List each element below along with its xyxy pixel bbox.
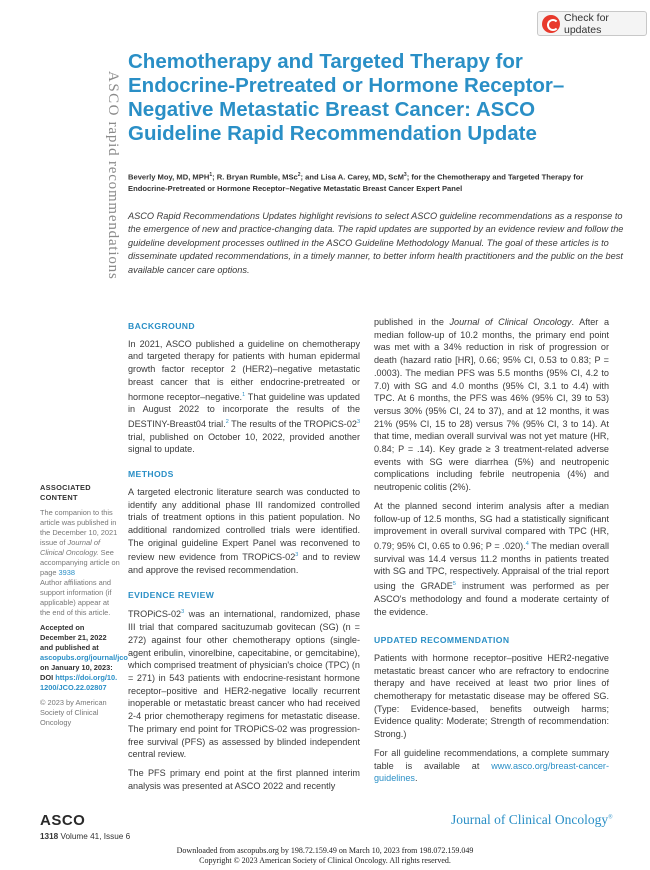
bg-text-4: trial, published on October 10, 2022, provided another signal to update. [128, 431, 360, 455]
background-paragraph [128, 338, 360, 456]
asco-logo: ASCO [40, 812, 86, 829]
companion-note [40, 508, 120, 578]
check-for-updates-button[interactable] [537, 11, 647, 36]
sidebar-heading [40, 483, 120, 503]
methods-heading: METHODS [128, 469, 174, 480]
interim-text-1: At the planned second interim analysis after a median follow-up of 12.5 months, SG had a statistically significant improvement in overall survival compared with TPC (HR, 0.79; 95% CI, 0.65 to 0.96; P = .020). [374, 500, 609, 551]
check-for-updates-label: Check for updates [564, 11, 609, 36]
author-1: Beverly Moy, MD, MPH [128, 172, 210, 182]
ref-link[interactable]: 5 [452, 581, 456, 588]
title-line: Endocrine-Pretreated or Hormone Receptor– [128, 74, 565, 97]
bg-text-2: That guideline was updated in August 2022 to incorporate the results of the DESTINY-Breast04 trial. [128, 391, 360, 429]
accepted-note [40, 623, 128, 693]
journal-name [451, 812, 613, 828]
journal-link[interactable]: ascopubs.org/journal/jco [40, 653, 128, 662]
title-line: Guideline Rapid Recommendation Update [128, 122, 537, 145]
title-line: Negative Metastatic Breast Cancer: ASCO [128, 98, 536, 121]
evidence-paragraph-2: The PFS primary end point at the first planned interim analysis was presented at ASCO 2022 and recently [128, 767, 360, 791]
ref-link[interactable]: 3 [356, 418, 360, 425]
accepted-date: on January 10, 2023: DOI [40, 663, 113, 682]
evidence-text-1: TROPiCS-02 [128, 609, 182, 620]
ref-link[interactable]: 1 [242, 391, 246, 398]
refresh-icon [542, 15, 560, 33]
companion-text: The companion to this article was published in the December 10, 2021 issue of [40, 508, 118, 547]
bg-text-1: In 2021, ASCO published a guideline on chemotherapy and targeted therapy for patients with human epidermal growth factor receptor 2 (HER2)–negative metastatic breast cancer that is either endocrine-pretreated or hormone receptor–negative. [128, 338, 360, 402]
abstract: ASCO Rapid Recommendations Updates highlight revisions to select ASCO guideline recommendations as a response to the emergence of new and practice-changing data. The rapid updates are supported by an evidence review and follow the guideline development processes outlined in the ASCO Guideline Methodology Manual. The goal of these articles is to disseminate updated recommendations, in a timely manner, to better inform health practitioners and the public on the best available cancer care options. [128, 211, 624, 275]
download-line-1: Downloaded from ascopubs.org by 198.72.159.49 on March 10, 2023 from 198.072.159.049 [176, 846, 474, 855]
sidebar-heading-line1: ASSOCIATED [40, 483, 91, 492]
author-list [128, 170, 628, 194]
sidebar [40, 483, 128, 728]
author-3: ; and Lisa A. Carey, MD, ScM [300, 172, 404, 182]
author-panel: ; for the Chemotherapy and Targeted Therapy for [406, 172, 584, 182]
background-heading: BACKGROUND [128, 321, 196, 331]
summary-table-paragraph [374, 747, 609, 785]
updated-recommendation-heading: UPDATED RECOMMENDATION [374, 635, 510, 646]
page-info [40, 832, 130, 841]
interim-text-2: The median overall survival was 14.4 versus 11.2 months in patients treated with SG and TPC, respectively. Appraisal of the trial report using the GRADE [374, 540, 610, 592]
results-journal: Journal of Clinical Oncology [449, 317, 572, 327]
results-text-1: published in the [374, 317, 450, 327]
evidence-text-2: was an international, randomized, phase III trial that compared sacituzumab govitecan (SG) (n = 272) against four other chemotherapy options (single-agent eribulin, vinorelbine, capecitabine, or gemcitabine), which comprised treatment of physician's choice (TPC) (n = 271) in 543 patients with endocrine-resistant hormone receptor–positive and HER2-negative locally recurrent inoperable or metastatic breast cancer who had received 2-4 prior chemotherapy regimens for metastatic disease. The primary end point for TROPiCS-02 was progression-free survival (PFS) as assessed by blinded independent central review. [128, 609, 360, 760]
journal-name-text: Journal of Clinical Oncology [451, 812, 609, 827]
methods-text-1: A targeted electronic literature search was conducted to identify any additional phase III randomized controlled trials of treatment options in this patient population. No additional randomized controlled trials were identified. The original guideline Expert Panel was reconvened to review new evidence from TROPiCS-02 [128, 486, 360, 563]
journal-registered-mark: ® [608, 814, 613, 821]
guidelines-link[interactable]: www.asco.org/breast-cancer-guidelines [374, 760, 609, 784]
vertical-brand [104, 48, 121, 280]
body-column-right [374, 316, 609, 791]
results-paragraph [374, 316, 609, 494]
title-line: Chemotherapy and Targeted Therapy for [128, 50, 523, 73]
bg-text-3: The results of the TROPiCS-02 [228, 418, 357, 429]
article-title [128, 50, 628, 146]
author-panel-line2: Endocrine-Pretreated or Hormone Receptor–Negative Metastatic Breast Cancer Expert Panel [128, 183, 463, 193]
see-page-link[interactable]: 3938 [58, 568, 75, 577]
page-number: 1318 [40, 832, 59, 841]
summary-text: For all guideline recommendations, a complete summary table is available at [374, 747, 609, 771]
methods-text-2: and to review and approve the revised recommendation. [128, 552, 360, 576]
copyright-note: © 2023 by American Society of Clinical Oncology [40, 698, 107, 727]
author-2: ; R. Bryan Rumble, MSc [212, 172, 298, 182]
ref-link[interactable]: 3 [295, 552, 299, 559]
ref-link[interactable]: 3 [181, 609, 185, 616]
author-2-affil: 2 [297, 172, 301, 178]
evidence-heading: EVIDENCE REVIEW [128, 589, 215, 600]
evidence-paragraph [128, 606, 360, 760]
download-line-2: Copyright © 2023 American Society of Clinical Oncology. All rights reserved. [199, 855, 451, 865]
companion-journal: Journal of Clinical Oncology. [40, 538, 101, 557]
second-interim-paragraph [374, 500, 609, 618]
results-text-2: . After a median follow-up of 10.2 months, the primary end point was met with a 34% reduction in risk of progression or death (hazard ratio [HR], 0.66; 95% CI, 0.53 to 0.83; P = .0003). The median PFS was 5.5 months (95% CI, 4.2 to 7.0) with SG and 4.0 months (95% CI, 3.1 to 4.4) with TPC. At 6 months, the PFS was 46% (95% CI, 39 to 53) versus 30% (95% CI, 24 to 37), and at 12 months, it was 21% (95% CI, 15 to 28) versus 7% (95% CI, 3 to 14). At that time, median overall survival was not yet mature (HR, 0.84; P = .14). Key grade ≥ 3 treatment-related adverse events with SG were diarrhea (5%) and neutropenic complications including febrile neutropenia (4%) and neutropenic colitis (2%). [374, 317, 609, 493]
accepted-heading: Accepted on December 21, 2022 and published at [40, 623, 107, 652]
interim-text-3: instrument was performed as per ASCO's methodology and found a moderate certainty of the evidence. [374, 581, 610, 617]
body-column-left [128, 320, 360, 798]
vertical-brand-text: rapid recommendations [105, 121, 121, 280]
author-1-affil: 1 [209, 172, 213, 178]
sidebar-heading-line2: CONTENT [40, 493, 78, 502]
doi-link[interactable]: https://doi.org/10.1200/JCO.22.02807 [40, 673, 118, 692]
vertical-brand-asco: ASCO [105, 71, 121, 118]
methods-paragraph [128, 486, 360, 577]
recommendation-paragraph: Patients with hormone receptor–positive HER2-negative metastatic breast cancer who are refractory to endocrine therapy and have received at least two prior lines of chemotherapy for metastatic disease may be offered SG. (Type: Evidence-based, benefits outweigh harms; Evidence quality: Moderate; Strength of recommendation: Strong.) [374, 652, 609, 740]
see-text: See accompanying article on page [40, 548, 120, 577]
summary-end: . [414, 773, 418, 784]
ref-link[interactable]: 2 [225, 418, 229, 425]
volume-issue: Volume 41, Issue 6 [60, 832, 131, 841]
ref-link[interactable]: 4 [525, 540, 529, 547]
affiliations-note: Author affiliations and support information (if applicable) appear at the end of this article. [40, 578, 112, 617]
download-notice [0, 846, 650, 865]
author-3-affil: 3 [403, 172, 407, 178]
